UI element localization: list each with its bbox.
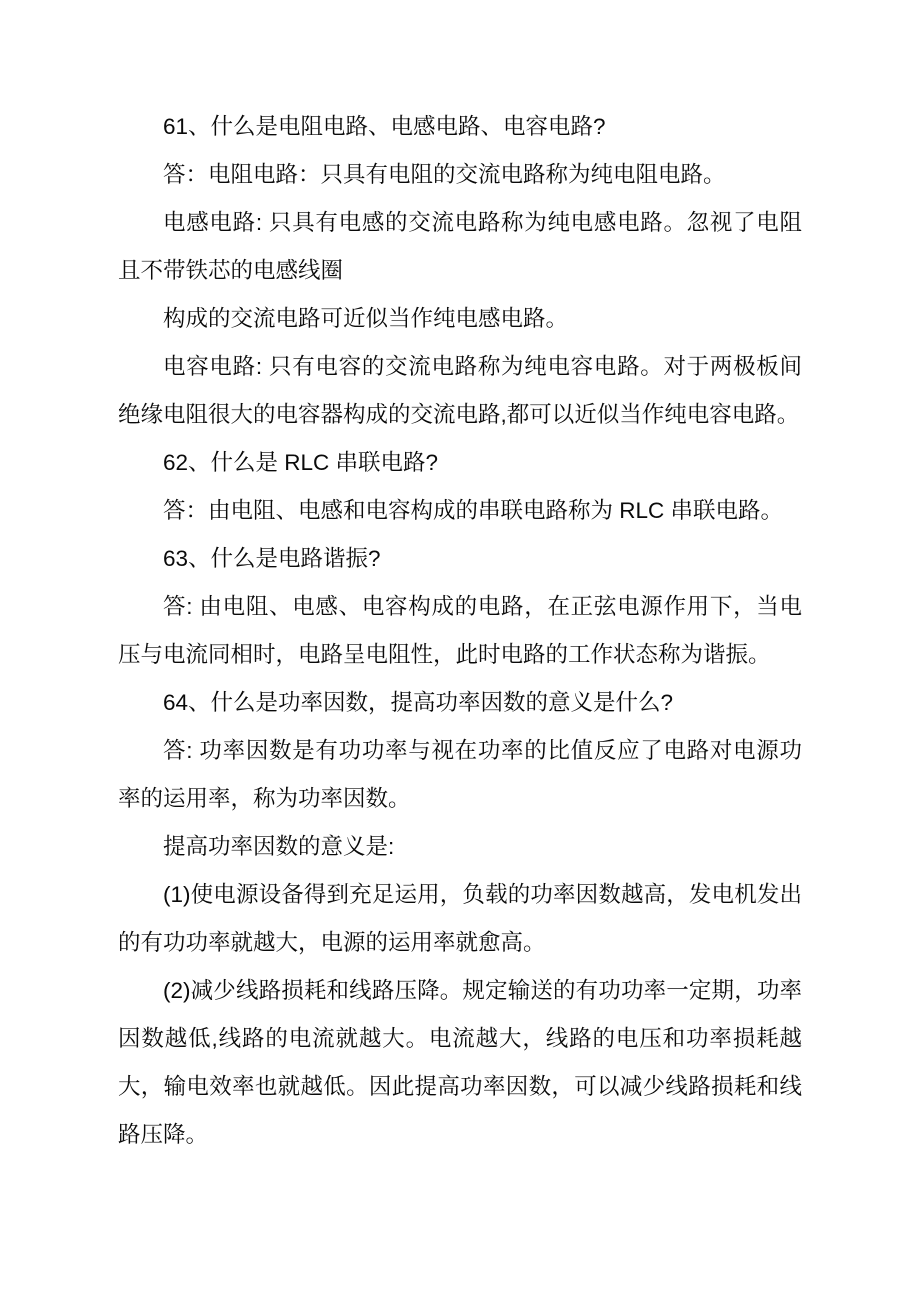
paragraph-answer-61-inductance-cont: 构成的交流电路可近似当作纯电感电路。 xyxy=(163,306,569,331)
paragraph-answer-62: 答：由电阻、电感和电容构成的串联电路称为 RLC 串联电路。 xyxy=(163,498,784,523)
paragraph-answer-61-resistance: 答：电阻电路：只具有电阻的交流电路称为纯电阻电路。 xyxy=(163,162,726,187)
paragraph-question-62: 62、什么是 RLC 串联电路? xyxy=(163,450,439,475)
paragraph-answer-61-capacitance: 电容电路: 只有电容的交流电路称为纯电容电路。对于两极板间绝缘电阻很大的电容器构成的交流电路,都可以近似当作纯电容电路。 xyxy=(118,354,802,427)
paragraph-answer-61-inductance: 电感电路: 只具有电感的交流电路称为纯电感电路。忽视了电阻且不带铁芯的电感线圈 xyxy=(118,210,802,283)
paragraph-answer-63: 答: 由电阻、电感、电容构成的电路，在正弦电源作用下，当电压与电流同相时，电路呈电阻性，此时电路的工作状态称为谐振。 xyxy=(118,594,802,667)
paragraph-question-61: 61、什么是电阻电路、电感电路、电容电路? xyxy=(163,114,606,139)
paragraph-question-64: 64、什么是功率因数，提高功率因数的意义是什么? xyxy=(163,690,674,715)
paragraph-answer-64-meaning-heading: 提高功率因数的意义是: xyxy=(163,834,395,859)
paragraph-answer-64: 答: 功率因数是有功功率与视在功率的比值反应了电路对电源功率的运用率，称为功率因数。 xyxy=(118,738,802,811)
paragraph-question-63: 63、什么是电路谐振? xyxy=(163,546,381,571)
paragraph-answer-64-point-1: (1)使电源设备得到充足运用，负载的功率因数越高，发电机发出的有功功率就越大，电源的运用率就愈高。 xyxy=(118,882,802,955)
paragraph-answer-64-point-2: (2)减少线路损耗和线路压降。规定输送的有功功率一定期，功率因数越低,线路的电流就越大。电流越大，线路的电压和功率损耗越大，输电效率也就越低。因此提高功率因数，可以减少线路损耗和线路压降。 xyxy=(118,978,802,1147)
